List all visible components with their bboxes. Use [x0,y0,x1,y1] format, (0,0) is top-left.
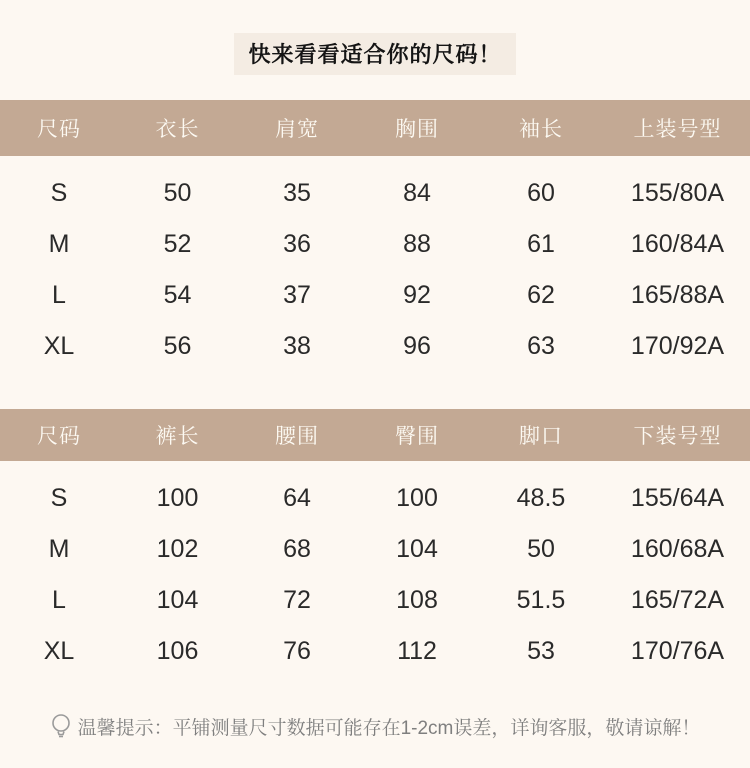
table-row [0,575,750,626]
table-cell: M [48,535,70,563]
table-cell: 165/88A [630,281,725,309]
column-header: 上装号型 [605,100,750,156]
table-row [0,156,750,219]
bottoms-size-table [0,409,750,677]
table-cell: 104 [156,586,199,614]
table-cell: 104 [396,535,438,563]
table-cell: 170/76A [630,637,725,665]
table-cell: 63 [527,332,555,360]
table-cell: 92 [403,281,431,309]
column-header: 下装号型 [605,409,750,461]
table-row [0,626,750,677]
table-row [0,270,750,321]
table-cell: 53 [527,637,555,665]
table-cell: 160/68A [630,535,725,563]
column-header: 尺码 [0,409,118,461]
table-cell: L [52,586,66,614]
column-header: 衣长 [118,100,237,156]
measurement-tip [0,713,750,751]
table-cell: 52 [163,230,192,258]
table-cell: 155/80A [630,179,725,207]
table-row [0,461,750,524]
table-cell: 96 [403,332,431,360]
table-cell: 61 [527,230,555,258]
lightbulb-icon [50,713,72,751]
table-cell: 35 [283,179,311,207]
table-cell: M [48,230,70,258]
page-title: 快来看看适合你的尺码！ [234,33,515,75]
table-cell: 106 [156,637,199,665]
bottoms-table-header [0,409,750,461]
table-cell: 100 [396,484,438,512]
table-cell: 56 [163,332,192,360]
table-cell: 51.5 [516,586,566,614]
table-cell: 100 [156,484,199,512]
table-cell: 165/72A [630,586,725,614]
table-cell: 64 [283,484,311,512]
table-cell: 50 [163,179,192,207]
table-cell: 36 [283,230,311,258]
table-cell: S [50,484,68,512]
column-header: 胸围 [357,100,477,156]
table-row [0,524,750,575]
column-header: 裤长 [118,409,237,461]
table-cell: 60 [527,179,555,207]
table-cell: S [50,179,68,207]
table-cell: 102 [156,535,199,563]
table-cell: 108 [396,586,438,614]
bottoms-table-body [0,461,750,677]
column-header: 袖长 [477,100,605,156]
tops-table-header [0,100,750,156]
table-cell: 68 [283,535,311,563]
tops-size-table [0,100,750,372]
table-cell: XL [43,332,75,360]
measurement-tip-text: 温馨提示：平铺测量尺寸数据可能存在1-2cm误差，详询客服，敬请谅解！ [77,718,701,739]
table-cell: 76 [283,637,311,665]
column-header: 腰围 [237,409,357,461]
column-header: 尺码 [0,100,118,156]
table-cell: 54 [163,281,192,309]
table-row [0,219,750,270]
table-cell: 160/84A [630,230,725,258]
table-cell: L [52,281,66,309]
table-cell: 88 [403,230,431,258]
table-row [0,321,750,372]
title-banner [0,0,750,75]
table-cell: 112 [397,637,437,665]
table-cell: 84 [403,179,431,207]
column-header: 脚口 [477,409,605,461]
table-cell: 48.5 [516,484,566,512]
tops-table-body [0,156,750,372]
table-cell: 37 [283,281,311,309]
table-cell: 170/92A [630,332,725,360]
column-header: 肩宽 [237,100,357,156]
table-cell: 38 [283,332,311,360]
table-cell: 155/64A [630,484,725,512]
table-cell: 50 [527,535,555,563]
table-cell: XL [43,637,75,665]
table-cell: 62 [527,281,555,309]
table-cell: 72 [283,586,311,614]
column-header: 臀围 [357,409,477,461]
